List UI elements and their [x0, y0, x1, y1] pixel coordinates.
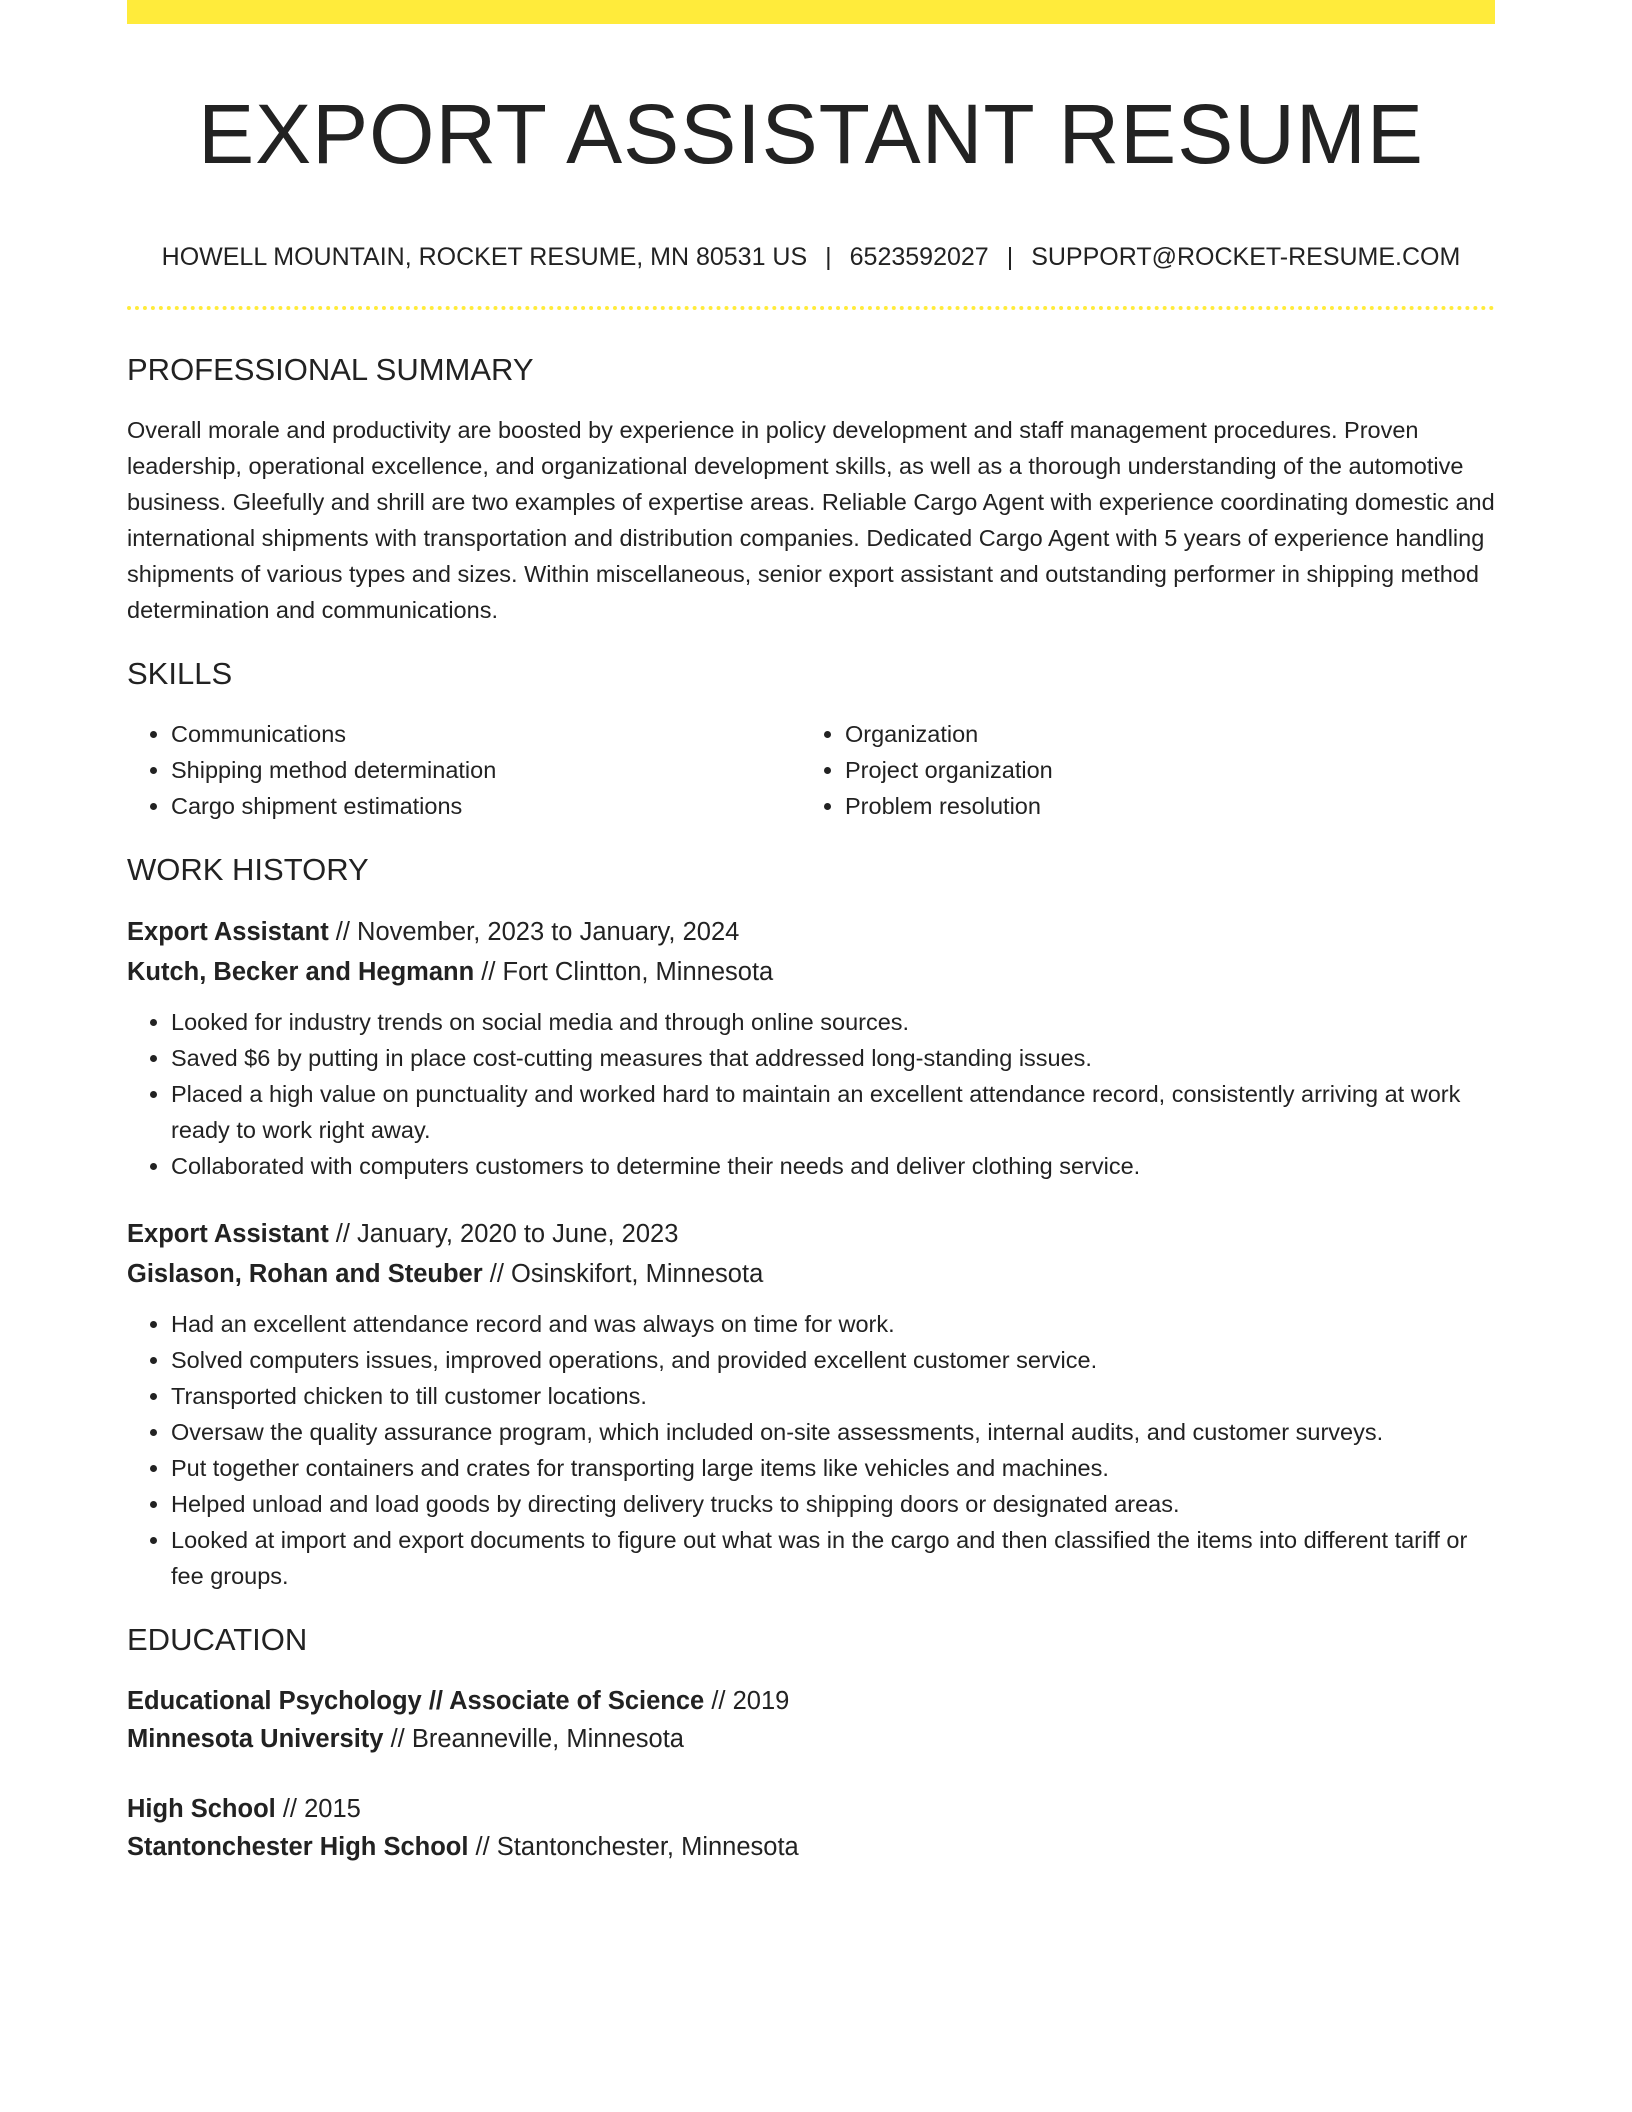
degree: Educational Psychology // Associate of Science: [127, 1687, 705, 1715]
job-duty: • Helped unload and load goods by directing delivery trucks to shipping doors or designated areas.: [171, 1486, 1495, 1522]
job-duty: • Looked for industry trends on social media and through online sources.: [171, 1004, 1495, 1040]
summary-text: Overall morale and productivity are boosted by experience in policy development and staff management procedures. Proven leadership, operational excellence, and organizational development skills, as well as a thorough understanding of the automotive business. Gleefully and shrill are two examples of expertise areas. Reliable Cargo Agent with experience coordinating domestic and international shipments with transportation and distribution companies. Dedicated Cargo Agent with 5 years of experience handling shipments of various types and sizes. Within miscellaneous, senior export assistant and outstanding performer in shipping method determination and communications.: [127, 417, 1495, 623]
degree: High School: [127, 1795, 276, 1823]
job-title: Export Assistant: [127, 1220, 329, 1248]
job-duties: [127, 1004, 1495, 1184]
job-duty: • Put together containers and crates for transporting large items like vehicles and machines.: [171, 1450, 1495, 1486]
job-dates: // January, 2020 to June, 2023: [328, 1220, 679, 1248]
skills-grid: [127, 716, 1495, 824]
job-location: // Osinskifort, Minnesota: [482, 1260, 764, 1288]
degree-year: // 2015: [275, 1795, 361, 1823]
job-title: Export Assistant: [127, 918, 329, 946]
degree-line: [127, 1790, 1495, 1828]
school-line: [127, 1828, 1495, 1866]
resume-title: EXPORT ASSISTANT RESUME: [198, 87, 1424, 181]
resume-page: [127, 0, 1495, 1866]
contact-address: HOWELL MOUNTAIN, ROCKET RESUME, MN 80531 US: [161, 243, 808, 271]
job-company: Gislason, Rohan and Steuber: [127, 1260, 483, 1288]
skill-item: • Communications: [171, 716, 801, 752]
school-location: // Stantonchester, Minnesota: [468, 1833, 799, 1861]
job-location: // Fort Clintton, Minnesota: [474, 958, 774, 986]
job-company-line: [127, 1254, 1495, 1294]
degree-line: [127, 1682, 1495, 1720]
skills-heading: SKILLS: [127, 656, 233, 691]
skill-item: • Problem resolution: [845, 788, 1475, 824]
job-company-line: [127, 952, 1495, 992]
job-duty: • Transported chicken to till customer locations.: [171, 1378, 1495, 1414]
summary-heading: PROFESSIONAL SUMMARY: [127, 352, 534, 387]
dotted-divider: [127, 306, 1495, 310]
work-history-section: [127, 850, 1495, 1594]
school-line: [127, 1720, 1495, 1758]
education-entry: [127, 1790, 1495, 1866]
skill-item: • Cargo shipment estimations: [171, 788, 801, 824]
skills-section: [127, 654, 1495, 824]
education-entry: [127, 1682, 1495, 1758]
education-heading: EDUCATION: [127, 1622, 308, 1657]
skill-item: • Project organization: [845, 752, 1475, 788]
accent-bar: [127, 0, 1495, 24]
job-duty: • Had an excellent attendance record and was always on time for work.: [171, 1306, 1495, 1342]
job-title-line: [127, 1214, 1495, 1254]
degree-year: // 2019: [704, 1687, 790, 1715]
job-title-line: [127, 912, 1495, 952]
work-history-heading: WORK HISTORY: [127, 852, 369, 887]
job-entry: [127, 1214, 1495, 1594]
job-duty: • Placed a high value on punctuality and worked hard to maintain an excellent attendance record, consistently arriving at work ready to work right away.: [171, 1076, 1495, 1148]
skills-list-right: [801, 716, 1475, 824]
contact-line: [127, 242, 1495, 272]
job-duties: [127, 1306, 1495, 1594]
job-dates: // November, 2023 to January, 2024: [328, 918, 740, 946]
job-duty: • Collaborated with computers customers to determine their needs and deliver clothing service.: [171, 1148, 1495, 1184]
school-name: Stantonchester High School: [127, 1833, 469, 1861]
contact-separator: |: [1006, 243, 1014, 271]
job-company: Kutch, Becker and Hegmann: [127, 958, 475, 986]
job-entry: [127, 912, 1495, 1184]
school-name: Minnesota University: [127, 1725, 384, 1753]
contact-phone: 6523592027: [849, 243, 989, 271]
education-section: [127, 1620, 1495, 1866]
skill-item: • Shipping method determination: [171, 752, 801, 788]
job-duty: • Oversaw the quality assurance program, which included on-site assessments, internal audits, and customer surveys.: [171, 1414, 1495, 1450]
school-location: // Breanneville, Minnesota: [383, 1725, 684, 1753]
job-duty: • Looked at import and export documents to figure out what was in the cargo and then classified the items into different tariff or fee groups.: [171, 1522, 1495, 1594]
summary-section: [127, 350, 1495, 628]
skill-item: • Organization: [845, 716, 1475, 752]
skills-list-left: [127, 716, 801, 824]
contact-separator: |: [825, 243, 832, 271]
job-duty: • Saved $6 by putting in place cost-cutting measures that addressed long-standing issues.: [171, 1040, 1495, 1076]
contact-email: SUPPORT@ROCKET-RESUME.COM: [1031, 243, 1461, 271]
job-duty: • Solved computers issues, improved operations, and provided excellent customer service.: [171, 1342, 1495, 1378]
